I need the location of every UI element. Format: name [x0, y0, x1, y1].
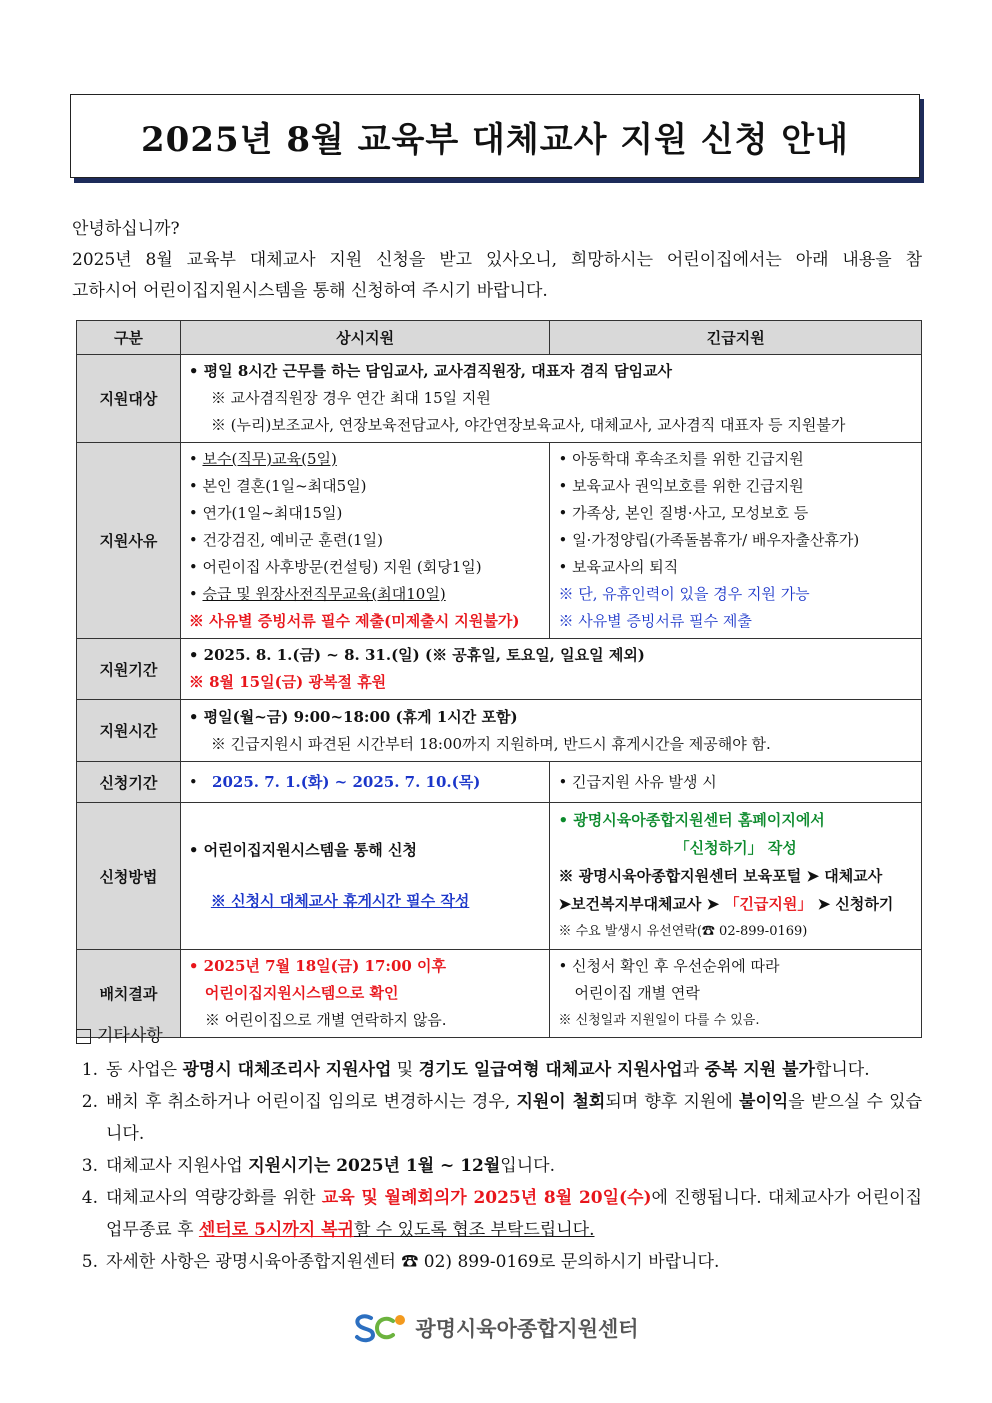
row-label-time: 지원시간: [77, 700, 181, 762]
reason-item: • 본인 결혼(1일~최대5일): [188, 477, 367, 495]
other-note-number: 2.: [81, 1092, 98, 1112]
other-notes: [76, 1022, 922, 1278]
apply-method-form: 「신청하기」 작성: [674, 839, 797, 857]
row-label-reason: 지원사유: [77, 443, 181, 639]
other-notes-list: [76, 1054, 922, 1278]
header-regular: 상시지원: [180, 321, 550, 355]
other-notes-heading: [76, 1022, 922, 1050]
apply-method-path2: ➤보건복지부대체교사 ➤ 「긴급지원」 ➤ 신청하기: [558, 895, 894, 913]
table-header-row: [77, 321, 922, 355]
reason-regular: [180, 443, 550, 639]
other-note-text: 대체교사의 역량강화를 위한 교육 및 월례회의가 2025년 8월 20일(수)에 진행됩니다. 대체교사가 어린이집 업무종료 후 센터로 5시까지 복귀할 수 있도록 협조 부탁드립니다.: [106, 1188, 922, 1240]
reason-regular-note: ※ 사유별 증빙서류 필수 제출(미제출시 지원불가): [188, 612, 520, 630]
period-line1: • 2025. 8. 1.(금) ~ 8. 31.(일) (※ 공휴일, 토요일, 일요일 제외): [188, 646, 645, 664]
apply-method-homepage: • 광명시육아종합지원센터 홈페이지에서: [558, 811, 825, 829]
checkbox-square-icon: [76, 1029, 91, 1044]
period-line2: ※ 8월 15일(금) 광복절 휴원: [188, 673, 387, 691]
reason-item: • 일·가정양립(가족돌봄휴가/ 배우자출산휴가): [558, 531, 860, 549]
time-line1: • 평일(월~금) 9:00~18:00 (휴게 1시간 포함): [188, 707, 518, 726]
row-target: [77, 355, 922, 443]
other-note-item: [76, 1182, 922, 1246]
other-note-item: [76, 1150, 922, 1182]
row-label-apply-period: 신청기간: [77, 762, 181, 803]
apply-method-path1: ※ 광명시육아종합지원센터 보육포털 ➤ 대체교사: [558, 867, 883, 885]
other-notes-title: 기타사항: [97, 1026, 163, 1046]
target-note1: ※ 교사겸직원장 경우 연간 최대 15일 지원: [210, 389, 491, 407]
time-content: [180, 700, 921, 762]
row-period: [77, 639, 922, 700]
reason-item: • 승급 및 원장사전직무교육(최대10일): [188, 585, 446, 603]
apply-method-urgent: [550, 803, 922, 950]
other-note-item: [76, 1086, 922, 1150]
other-note-item: [76, 1246, 922, 1278]
reason-item: • 연가(1일~최대15일): [188, 504, 343, 522]
header-category: 구분: [77, 321, 181, 355]
apply-method-note: ※ 신청시 대체교사 휴게시간 필수 작성: [210, 892, 470, 910]
apply-method-phone: ※ 수요 발생시 유선연락(☎ 02-899-0169): [558, 924, 808, 939]
row-label-target: 지원대상: [77, 355, 181, 443]
support-table: [76, 320, 922, 1038]
result-check: 어린이집지원시스템으로 확인: [204, 984, 399, 1002]
result-urgent-line2: 어린이집 개별 연락: [574, 984, 700, 1002]
reason-item: • 보육교사 권익보호를 위한 긴급지원: [558, 477, 804, 495]
apply-method-system: • 어린이집지원시스템을 통해 신청: [188, 841, 417, 859]
reason-item: • 보수(직무)교육(5일): [188, 450, 337, 468]
result-urgent-line1: • 신청서 확인 후 우선순위에 따라: [558, 957, 780, 975]
other-note-text: 동 사업은 광명시 대체조리사 지원사업 및 경기도 일급여형 대체교사 지원사업과 중복 지원 불가합니다.: [106, 1060, 870, 1080]
reason-urgent-note1: ※ 단, 유휴인력이 있을 경우 지원 가능: [558, 585, 810, 603]
reason-urgent-note2: ※ 사유별 증빙서류 필수 제출: [558, 612, 752, 630]
result-urgent-note: ※ 신청일과 지원일이 다를 수 있음.: [558, 1013, 760, 1028]
header-urgent: 긴급지원: [550, 321, 922, 355]
row-label-result: 배치결과: [77, 950, 181, 1038]
intro-line2: 고하시어 어린이집지원시스템을 통해 신청하여 주시기 바랍니다.: [72, 281, 548, 301]
intro-line1: 2025년 8월 교육부 대체교사 지원 신청을 받고 있사오니, 희망하시는 어린이집에서는 아래 내용을 참: [72, 250, 922, 270]
other-note-number: 5.: [81, 1252, 98, 1272]
row-label-period: 지원기간: [77, 639, 181, 700]
time-line2: ※ 긴급지원시 파견된 시간부터 18:00까지 지원하며, 반드시 휴게시간을 제공해야 함.: [210, 734, 771, 753]
footer: [0, 1312, 992, 1344]
reason-item: • 건강검진, 예비군 훈련(1일): [188, 531, 383, 549]
target-content: [180, 355, 921, 443]
reason-item: • 어린이집 사후방문(컨설팅) 지원 (회당1일): [188, 558, 482, 576]
other-note-number: 4.: [81, 1188, 98, 1208]
row-apply-period: [77, 762, 922, 803]
apply-period-urgent: • 긴급지원 사유 발생 시: [550, 762, 922, 803]
other-note-number: 3.: [81, 1156, 98, 1176]
other-note-text: 자세한 사항은 광명시육아종합지원센터 ☎ 02) 899-0169로 문의하시기 바랍니다.: [106, 1252, 720, 1272]
reason-item: • 가족상, 본인 질병·사고, 모성보호 등: [558, 504, 809, 522]
other-note-item: [76, 1054, 922, 1086]
apply-period-dates: 2025. 7. 1.(화) ~ 2025. 7. 10.(목): [212, 772, 481, 791]
target-note2: ※ (누리)보조교사, 연장보육전담교사, 야간연장보육교사, 대체교사, 교사겸직 대표자 등 지원불가: [210, 416, 846, 434]
page-title: 2025년 8월 교육부 대체교사 지원 신청 안내: [141, 119, 849, 160]
reason-item: • 보육교사의 퇴직: [558, 558, 679, 576]
target-line: • 평일 8시간 근무를 하는 담임교사, 교사겸직원장, 대표자 겸직 담임교사: [188, 362, 673, 380]
row-reason: [77, 443, 922, 639]
row-apply-method: [77, 803, 922, 950]
reason-urgent: [550, 443, 922, 639]
row-label-apply-method: 신청방법: [77, 803, 181, 950]
result-date: • 2025년 7월 18일(금) 17:00 이후: [188, 957, 447, 975]
other-note-text: 배치 후 취소하거나 어린이집 임의로 변경하시는 경우, 지원이 철회되며 향후 지원에 불이익을 받으실 수 있습니다.: [106, 1092, 922, 1144]
center-name: 광명시육아종합지원센터: [415, 1317, 639, 1341]
other-note-text: 대체교사 지원사업 지원시기는 2025년 1월 ~ 12월입니다.: [106, 1156, 555, 1176]
center-logo-icon: [353, 1312, 409, 1344]
row-time: [77, 700, 922, 762]
intro-greeting: 안녕하십니까?: [72, 219, 180, 239]
apply-method-regular: [180, 803, 550, 950]
intro: [72, 214, 922, 307]
title-box: [70, 94, 920, 178]
reason-item: • 아동학대 후속조치를 위한 긴급지원: [558, 450, 804, 468]
apply-period-regular: • 2025. 7. 1.(화) ~ 2025. 7. 10.(목): [180, 762, 550, 803]
other-note-number: 1.: [81, 1060, 98, 1080]
period-content: [180, 639, 921, 700]
result-note: ※ 어린이집으로 개별 연락하지 않음.: [204, 1011, 447, 1029]
